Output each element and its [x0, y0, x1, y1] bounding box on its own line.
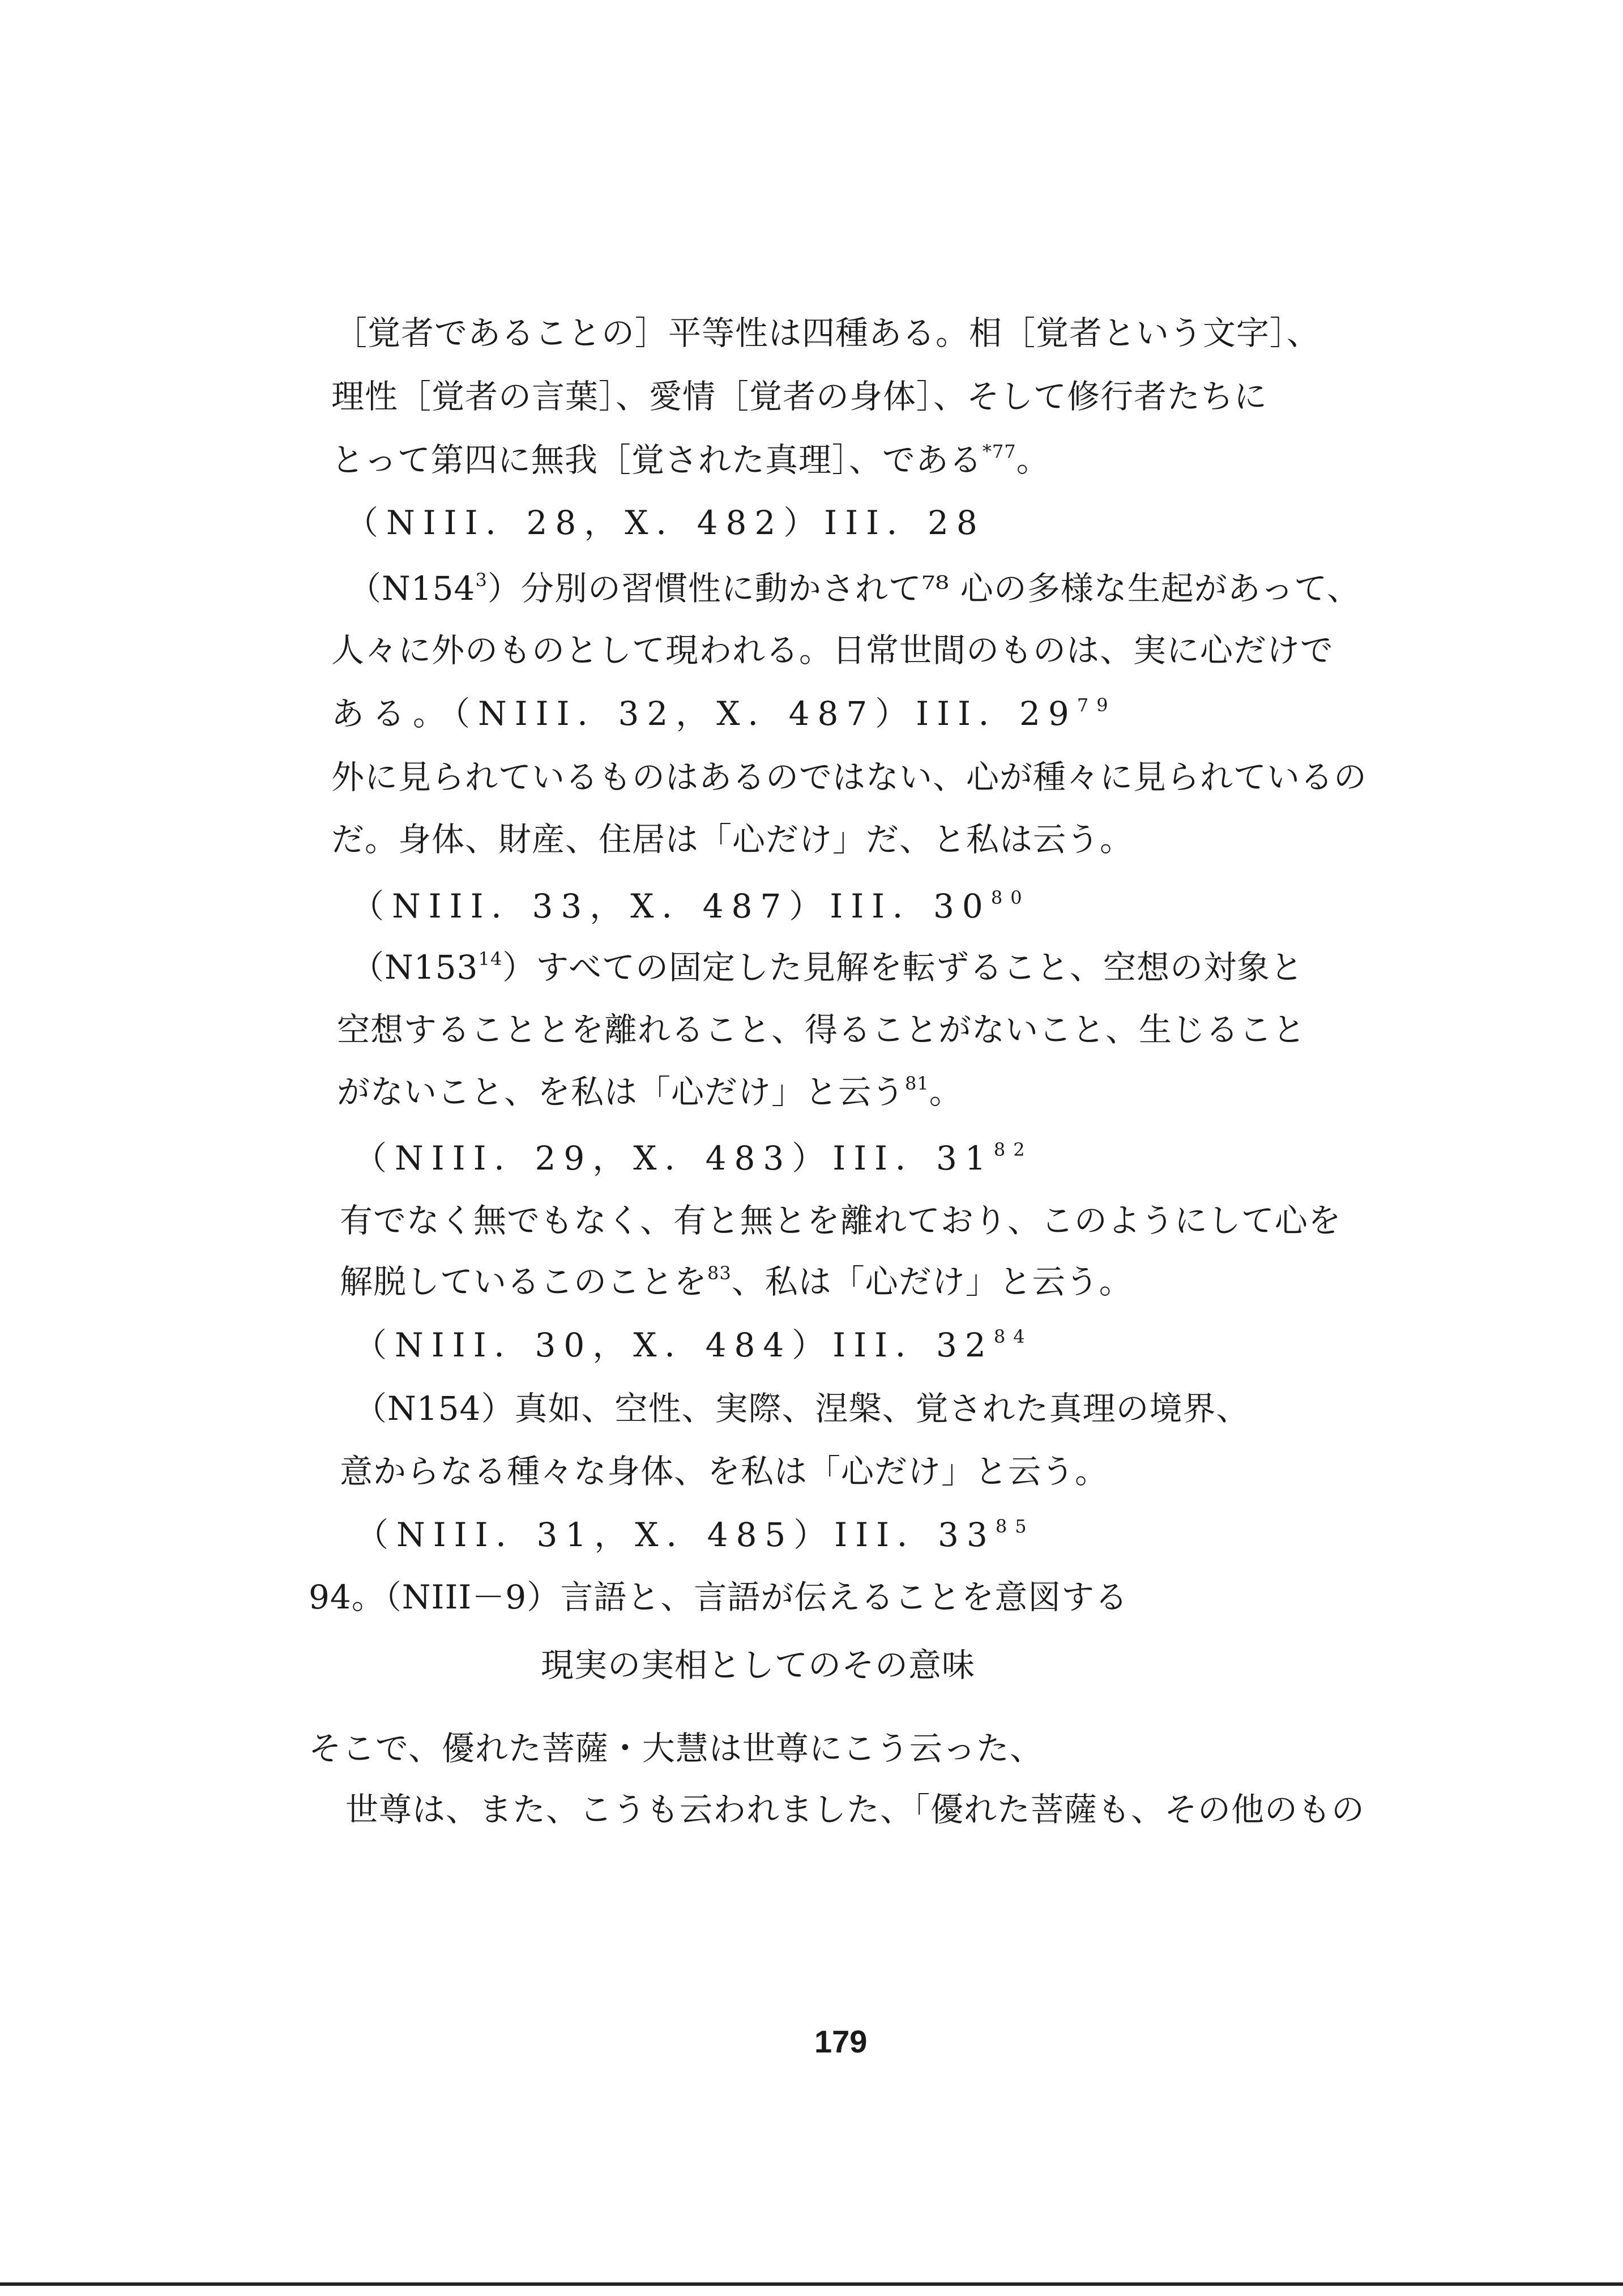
text-line	[351, 886, 1030, 926]
line-text: （N154）真如、空性、実際、涅槃、覚された真理の境界、	[354, 1389, 1250, 1428]
line-text-continued: 、私は「心だけ」と云う。	[731, 1262, 1133, 1301]
line-text: 解脱しているこのことを	[340, 1262, 708, 1301]
line-text: がないこと、を私は「心だけ」と云う	[337, 1073, 906, 1111]
text-line	[348, 569, 1360, 608]
text-line	[541, 1645, 975, 1685]
line-text: 理性［覚者の言葉］、愛情［覚者の身体］、そして修行者たちに	[331, 377, 1268, 416]
text-line	[354, 1325, 1033, 1365]
line-text: 空想することとを離れること、得ることがないこと、生じること	[337, 1010, 1306, 1049]
line-text: 94。（NIII－9）言語と、言語が伝えることを意図する	[309, 1578, 1129, 1616]
footnote-marker: 83	[707, 1262, 732, 1284]
text-line	[331, 440, 1050, 480]
line-text: 人々に外のものとして現われる。日常世間のものは、実に心だけで	[331, 631, 1334, 669]
line-text: （NIII．28，X．482）III．28	[345, 503, 985, 542]
text-line	[356, 1515, 1035, 1555]
line-text: （NIII．29，X．483）III．31	[354, 1139, 994, 1177]
footnote-marker: *77	[982, 441, 1016, 462]
footnote-marker: 79	[1077, 694, 1116, 716]
line-text: （NIII．31，X．485）III．33	[356, 1516, 996, 1554]
line-text: 意からなる種々な身体、を私は「心だけ」と云う。	[340, 1452, 1109, 1491]
line-text: （N154	[348, 569, 476, 608]
text-line	[340, 1201, 1342, 1240]
line-text: ある。（NIII．32，X．487）III．29	[331, 694, 1077, 733]
text-line	[309, 1577, 1128, 1617]
line-text: ［覚者であることの］平等性は四種ある。相［覚者という文字］、	[334, 314, 1321, 352]
footnote-marker: 14	[478, 948, 503, 970]
line-text-continued: ）すべての固定した見解を転ずること、空想の対象と	[502, 948, 1304, 987]
text-line	[340, 1262, 1133, 1301]
text-line	[331, 630, 1334, 670]
text-line	[345, 1790, 1365, 1829]
text-line	[354, 1389, 1249, 1428]
text-line	[331, 820, 1133, 859]
footnote-marker: 3	[475, 569, 488, 591]
line-text: そこで、優れた菩薩・大慧は世尊にこう云った、	[309, 1729, 1043, 1768]
bottom-rule	[0, 2282, 1623, 2286]
text-line	[309, 1729, 1043, 1768]
text-line	[337, 1010, 1306, 1049]
line-text-continued: 。	[1016, 441, 1050, 479]
footnote-marker: 84	[993, 1326, 1033, 1347]
footnote-marker: 82	[993, 1139, 1033, 1160]
text-line	[351, 948, 1304, 987]
line-text: （NIII．30，X．484）III．32	[354, 1326, 994, 1364]
footnote-marker: 81	[905, 1073, 929, 1094]
text-line	[345, 503, 985, 543]
text-line	[340, 1452, 1108, 1491]
line-text: 世尊は、また、こうも云われました、「優れた菩薩も、その他のもの	[345, 1790, 1365, 1829]
text-line	[334, 313, 1320, 353]
line-text: とって第四に無我［覚された真理］、である	[331, 441, 983, 479]
text-line	[337, 1072, 963, 1112]
footnote-marker: 80	[990, 887, 1030, 908]
line-text: 外に見られているものはあるのではない、心が種々に見られているの	[331, 758, 1368, 796]
line-text: だ。身体、財産、住居は「心だけ」だ、と私は云う。	[331, 820, 1134, 859]
text-line	[331, 377, 1267, 416]
footnote-marker: 85	[995, 1516, 1035, 1537]
line-text-continued: ）分別の習慣性に動かされて⁷⁸ 心の多様な生起があって、	[487, 569, 1361, 608]
line-text: 有でなく無でもなく、有と無とを離れており、このようにして心を	[340, 1201, 1342, 1240]
page-number: 179	[814, 2024, 868, 2059]
line-text: 現実の実相としてのその意味	[541, 1646, 976, 1684]
text-line	[354, 1138, 1033, 1178]
text-line	[331, 694, 1116, 733]
line-text: （N153	[351, 948, 479, 987]
text-line	[331, 757, 1367, 797]
line-text-continued: 。	[929, 1073, 963, 1111]
line-text: （NIII．33，X．487）III．30	[351, 887, 991, 925]
